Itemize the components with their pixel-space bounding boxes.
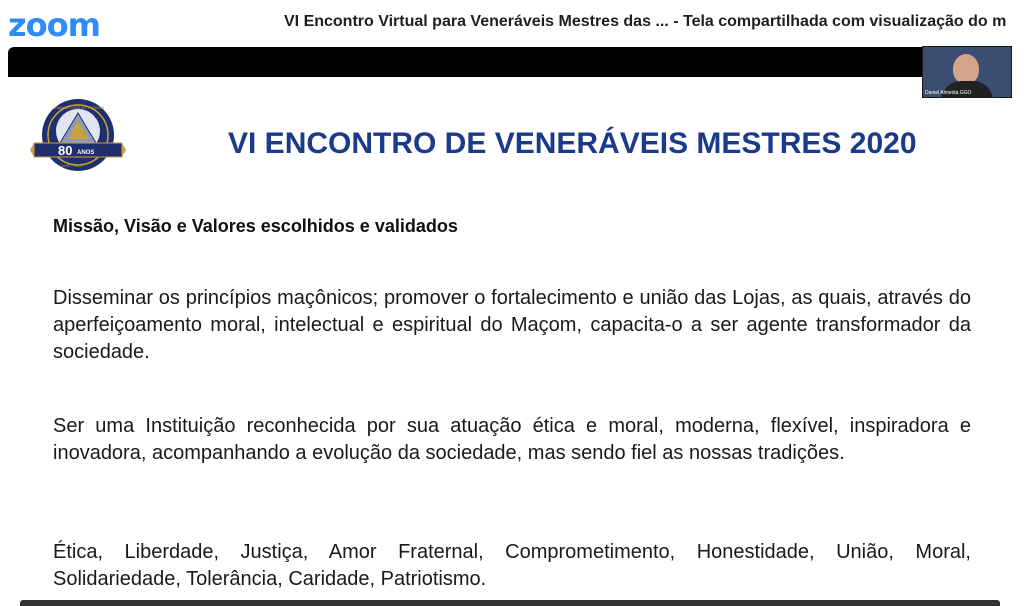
mission-text: Disseminar os princípios maçônicos; promover o fortalecimento e união das Lojas, as quais, através do aperfeiçoamento moral, intelectual e espiritual do Maçom, capacita-o a ser agente transformador da sociedade. <box>53 287 971 363</box>
shared-slide <box>8 77 1008 606</box>
slide-title: VI ENCONTRO DE VENERÁVEIS MESTRES 2020 <box>228 127 917 160</box>
zoom-logo: zoom <box>8 6 100 44</box>
vision-text: Ser uma Instituição reconhecida por sua atuação ética e moral, moderna, flexível, inspiradora e inovadora, acompanhando a evolução da sociedade, mas sendo fiel as nossas tradições. <box>53 415 971 464</box>
seal-number: 80 <box>58 143 73 158</box>
participant-video-thumbnail[interactable] <box>922 46 1012 98</box>
seal-years: 1941 · 2021 <box>61 163 83 168</box>
window-title: VI Encontro Virtual para Veneráveis Mestres das ... - Tela compartilhada com visualização do m <box>284 13 1007 30</box>
seal-ribbon: ANOS <box>77 150 95 156</box>
seal-top-text: GRANDE LOJA DO PARANÁ <box>52 105 105 110</box>
values-text: Ética, Liberdade, Justiça, Amor Fraternal, Comprometimento, Honestidade, União, Moral, Solidariedade, Tolerância, Caridade, Patriotismo. <box>53 541 971 590</box>
section-heading: Missão, Visão e Valores escolhidos e validados <box>53 216 458 236</box>
participant-name: Daniel Almeida GGO <box>925 90 972 96</box>
participant-head <box>953 54 979 84</box>
bottom-scroll-bar <box>20 600 1000 606</box>
zoom-title-bar <box>0 0 1024 46</box>
grande-loja-seal-logo <box>30 97 126 177</box>
shared-screen-toolbar <box>8 47 1008 77</box>
